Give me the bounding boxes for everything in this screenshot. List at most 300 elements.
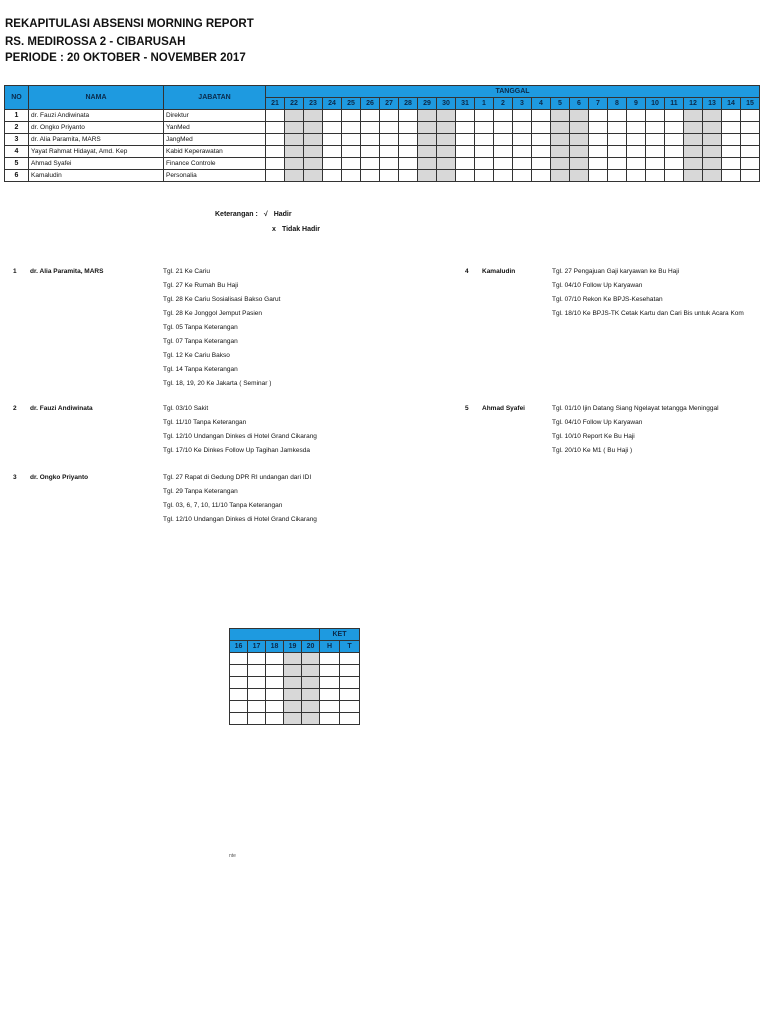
attendance-cell[interactable] xyxy=(741,146,760,158)
attendance-cell[interactable] xyxy=(437,122,456,134)
attendance-cell[interactable] xyxy=(684,134,703,146)
note-item: Tgl. 12/10 Undangan Dinkes di Hotel Grand Cikarang xyxy=(163,516,317,523)
attendance-table xyxy=(4,85,760,182)
attendance-cell[interactable] xyxy=(722,146,741,158)
tidak-count-header: T xyxy=(340,641,360,653)
attendance-cell[interactable] xyxy=(230,653,248,665)
attendance-cell[interactable] xyxy=(646,170,665,182)
attendance-cell[interactable] xyxy=(323,110,342,122)
attendance-cell[interactable] xyxy=(284,653,302,665)
attendance-cell[interactable] xyxy=(741,158,760,170)
attendance-cell[interactable] xyxy=(266,701,284,713)
attendance-cell[interactable] xyxy=(266,146,285,158)
attendance-cell[interactable] xyxy=(285,146,304,158)
table-row xyxy=(230,713,360,725)
attendance-cell[interactable] xyxy=(266,134,285,146)
day-header: 23 xyxy=(304,98,323,110)
table-row xyxy=(230,701,360,713)
row-jabatan: Direktur xyxy=(164,110,266,122)
attendance-cell[interactable] xyxy=(684,146,703,158)
attendance-cell[interactable] xyxy=(494,146,513,158)
attendance-cell[interactable] xyxy=(399,134,418,146)
attendance-cell[interactable] xyxy=(532,170,551,182)
note-item: Tgl. 01/10 Ijin Datang Siang Ngelayat tetangga Meninggal xyxy=(552,405,719,412)
attendance-cell[interactable] xyxy=(589,110,608,122)
attendance-cell[interactable] xyxy=(248,713,266,725)
attendance-cell[interactable] xyxy=(608,170,627,182)
attendance-cell[interactable] xyxy=(342,110,361,122)
attendance-cell[interactable] xyxy=(285,158,304,170)
row-jabatan: YanMed xyxy=(164,122,266,134)
attendance-cell[interactable] xyxy=(266,713,284,725)
attendance-cell[interactable] xyxy=(589,146,608,158)
hadir-count-header: H xyxy=(320,641,340,653)
attendance-cell[interactable] xyxy=(285,170,304,182)
day-header: 21 xyxy=(266,98,285,110)
attendance-cell[interactable] xyxy=(380,134,399,146)
attendance-cell[interactable] xyxy=(665,158,684,170)
attendance-cell[interactable] xyxy=(570,122,589,134)
attendance-cell[interactable] xyxy=(418,146,437,158)
ket-cell xyxy=(340,689,360,701)
attendance-cell[interactable] xyxy=(437,170,456,182)
attendance-cell[interactable] xyxy=(551,134,570,146)
attendance-cell[interactable] xyxy=(532,110,551,122)
attendance-cell[interactable] xyxy=(665,110,684,122)
table-row xyxy=(5,122,760,134)
attendance-cell[interactable] xyxy=(437,158,456,170)
attendance-cell[interactable] xyxy=(665,122,684,134)
attendance-cell[interactable] xyxy=(248,701,266,713)
attendance-cell[interactable] xyxy=(703,158,722,170)
note-person-name: dr. Alia Paramita, MARS xyxy=(30,268,104,275)
note-number: 5 xyxy=(465,405,469,412)
attendance-cell[interactable] xyxy=(380,122,399,134)
attendance-cell[interactable] xyxy=(741,110,760,122)
attendance-cell[interactable] xyxy=(342,146,361,158)
attendance-cell[interactable] xyxy=(266,110,285,122)
row-number: 4 xyxy=(5,146,29,158)
day-header: 30 xyxy=(437,98,456,110)
attendance-cell[interactable] xyxy=(304,110,323,122)
attendance-cell[interactable] xyxy=(570,134,589,146)
attendance-cell[interactable] xyxy=(551,158,570,170)
attendance-cell[interactable] xyxy=(513,122,532,134)
attendance-cell[interactable] xyxy=(304,170,323,182)
attendance-cell[interactable] xyxy=(608,158,627,170)
cross-icon: x xyxy=(272,226,276,233)
note-item: Tgl. 27 Ke Rumah Bu Haji xyxy=(163,282,239,289)
attendance-cell[interactable] xyxy=(646,158,665,170)
attendance-cell[interactable] xyxy=(248,665,266,677)
attendance-cell[interactable] xyxy=(570,170,589,182)
attendance-cell[interactable] xyxy=(304,122,323,134)
attendance-cell[interactable] xyxy=(302,653,320,665)
attendance-cell[interactable] xyxy=(284,677,302,689)
attendance-cell[interactable] xyxy=(475,170,494,182)
attendance-cell[interactable] xyxy=(722,134,741,146)
attendance-cell[interactable] xyxy=(284,713,302,725)
check-icon: √ xyxy=(263,211,268,218)
attendance-cell[interactable] xyxy=(646,134,665,146)
attendance-cell[interactable] xyxy=(684,110,703,122)
attendance-cell[interactable] xyxy=(741,134,760,146)
attendance-cell[interactable] xyxy=(266,677,284,689)
attendance-cell[interactable] xyxy=(741,170,760,182)
note-item: Tgl. 11/10 Tanpa Keterangan xyxy=(163,419,247,426)
attendance-cell[interactable] xyxy=(456,134,475,146)
attendance-cell[interactable] xyxy=(437,110,456,122)
note-list xyxy=(163,405,317,461)
note-block xyxy=(13,405,343,465)
note-list xyxy=(163,268,280,394)
attendance-cell[interactable] xyxy=(437,146,456,158)
attendance-cell[interactable] xyxy=(456,170,475,182)
attendance-cell[interactable] xyxy=(418,170,437,182)
attendance-cell[interactable] xyxy=(342,158,361,170)
day-header: 17 xyxy=(248,641,266,653)
attendance-cell[interactable] xyxy=(722,158,741,170)
attendance-cell[interactable] xyxy=(302,677,320,689)
attendance-cell[interactable] xyxy=(513,110,532,122)
row-number: 6 xyxy=(5,170,29,182)
attendance-cell[interactable] xyxy=(456,122,475,134)
table-row xyxy=(5,170,760,182)
table-row xyxy=(230,653,360,665)
attendance-cell[interactable] xyxy=(475,110,494,122)
ket-cell xyxy=(320,689,340,701)
note-item: Tgl. 27 Rapat di Gedung DPR RI undangan dari IDI xyxy=(163,474,312,481)
attendance-cell[interactable] xyxy=(684,122,703,134)
attendance-cell[interactable] xyxy=(284,701,302,713)
report-title: REKAPITULASI ABSENSI MORNING REPORT xyxy=(5,18,254,30)
col-jabatan-header: JABATAN xyxy=(164,86,266,110)
attendance-cell[interactable] xyxy=(494,110,513,122)
attendance-cell[interactable] xyxy=(570,146,589,158)
note-item: Tgl. 28 Ke Jonggol Jemput Pasien xyxy=(163,310,263,317)
attendance-cell[interactable] xyxy=(703,122,722,134)
row-number: 2 xyxy=(5,122,29,134)
day-header: 19 xyxy=(284,641,302,653)
attendance-cell[interactable] xyxy=(456,110,475,122)
attendance-cell[interactable] xyxy=(342,134,361,146)
attendance-cell[interactable] xyxy=(418,158,437,170)
day-header: 5 xyxy=(551,98,570,110)
attendance-cell[interactable] xyxy=(399,158,418,170)
note-item: Tgl. 04/10 Follow Up Karyawan xyxy=(552,419,643,426)
table-row xyxy=(5,158,760,170)
day-header: 9 xyxy=(627,98,646,110)
attendance-cell[interactable] xyxy=(589,170,608,182)
attendance-cell[interactable] xyxy=(361,158,380,170)
attendance-cell[interactable] xyxy=(399,170,418,182)
attendance-cell[interactable] xyxy=(494,158,513,170)
attendance-cell[interactable] xyxy=(684,158,703,170)
attendance-cell[interactable] xyxy=(323,158,342,170)
row-nama: Ahmad Syafei xyxy=(29,158,164,170)
day-header: 12 xyxy=(684,98,703,110)
attendance-cell[interactable] xyxy=(646,110,665,122)
attendance-cell[interactable] xyxy=(284,665,302,677)
ket-cell xyxy=(320,713,340,725)
attendance-cell[interactable] xyxy=(380,170,399,182)
note-list xyxy=(552,268,744,324)
attendance-cell[interactable] xyxy=(323,170,342,182)
ket-cell xyxy=(320,701,340,713)
attendance-cell[interactable] xyxy=(551,110,570,122)
day-header: 18 xyxy=(266,641,284,653)
note-block xyxy=(465,405,765,465)
note-item: Tgl. 14 Tanpa Keterangan xyxy=(163,366,238,373)
attendance-cell[interactable] xyxy=(589,134,608,146)
attendance-cell[interactable] xyxy=(703,170,722,182)
note-item: Tgl. 07/10 Rekon Ke BPJS-Kesehatan xyxy=(552,296,663,303)
day-header: 4 xyxy=(532,98,551,110)
day-header: 15 xyxy=(741,98,760,110)
note-item: Tgl. 21 Ke Cariu xyxy=(163,268,210,275)
attendance-cell[interactable] xyxy=(551,122,570,134)
attendance-cell[interactable] xyxy=(665,170,684,182)
attendance-cell[interactable] xyxy=(302,689,320,701)
attendance-cell[interactable] xyxy=(456,146,475,158)
attendance-cell[interactable] xyxy=(608,110,627,122)
attendance-cell[interactable] xyxy=(361,122,380,134)
attendance-cell[interactable] xyxy=(361,134,380,146)
attendance-cell[interactable] xyxy=(532,158,551,170)
attendance-cell[interactable] xyxy=(302,701,320,713)
attendance-cell[interactable] xyxy=(266,689,284,701)
attendance-cell[interactable] xyxy=(248,689,266,701)
note-item: Tgl. 03, 6, 7, 10, 11/10 Tanpa Keterangan xyxy=(163,502,283,509)
note-number: 4 xyxy=(465,268,469,275)
attendance-cell[interactable] xyxy=(266,170,285,182)
attendance-cell[interactable] xyxy=(302,713,320,725)
note-person-name: dr. Ongko Priyanto xyxy=(30,474,89,481)
ket-cell xyxy=(340,713,360,725)
report-period: PERIODE : 20 OKTOBER - NOVEMBER 2017 xyxy=(5,52,246,64)
attendance-cell[interactable] xyxy=(741,122,760,134)
day-header: 31 xyxy=(456,98,475,110)
attendance-cell[interactable] xyxy=(399,122,418,134)
attendance-cell[interactable] xyxy=(380,158,399,170)
row-nama: Kamaludin xyxy=(29,170,164,182)
attendance-cell[interactable] xyxy=(248,677,266,689)
note-item: Tgl. 05 Tanpa Keterangan xyxy=(163,324,238,331)
attendance-cell[interactable] xyxy=(608,146,627,158)
attendance-cell[interactable] xyxy=(703,110,722,122)
note-item: Tgl. 18, 19, 20 Ke Jakarta ( Seminar ) xyxy=(163,380,272,387)
attendance-cell[interactable] xyxy=(665,146,684,158)
day-header: 27 xyxy=(380,98,399,110)
col-nama-header: NAMA xyxy=(29,86,164,110)
attendance-cell[interactable] xyxy=(532,122,551,134)
attendance-cell[interactable] xyxy=(722,110,741,122)
attendance-cell[interactable] xyxy=(456,158,475,170)
day-header: 20 xyxy=(302,641,320,653)
day-header: 8 xyxy=(608,98,627,110)
attendance-cell[interactable] xyxy=(418,134,437,146)
day-header: 16 xyxy=(230,641,248,653)
note-item: Tgl. 10/10 Report Ke Bu Haji xyxy=(552,433,635,440)
attendance-cell[interactable] xyxy=(494,170,513,182)
attendance-cell[interactable] xyxy=(684,170,703,182)
attendance-cell[interactable] xyxy=(266,665,284,677)
note-item: Tgl. 17/10 Ke Dinkes Follow Up Tagihan Jamkesda xyxy=(163,447,310,454)
attendance-cell[interactable] xyxy=(437,134,456,146)
attendance-cell[interactable] xyxy=(230,713,248,725)
legend-label: Keterangan : xyxy=(215,211,258,218)
attendance-cell[interactable] xyxy=(380,146,399,158)
attendance-cell[interactable] xyxy=(302,665,320,677)
attendance-cell[interactable] xyxy=(323,146,342,158)
attendance-cell[interactable] xyxy=(589,158,608,170)
row-jabatan: Finance Controle xyxy=(164,158,266,170)
attendance-cell[interactable] xyxy=(475,146,494,158)
attendance-cell[interactable] xyxy=(266,122,285,134)
note-person-name: Kamaludin xyxy=(482,268,516,275)
attendance-cell[interactable] xyxy=(627,110,646,122)
row-nama: dr. Ongko Priyanto xyxy=(29,122,164,134)
attendance-cell[interactable] xyxy=(627,158,646,170)
attendance-cell[interactable] xyxy=(285,110,304,122)
table-row xyxy=(230,677,360,689)
attendance-cell[interactable] xyxy=(230,689,248,701)
attendance-cell[interactable] xyxy=(323,134,342,146)
attendance-cell[interactable] xyxy=(608,134,627,146)
legend-hadir: Hadir xyxy=(273,211,292,218)
attendance-cell[interactable] xyxy=(494,122,513,134)
row-jabatan: Kabid Keperawatan xyxy=(164,146,266,158)
ket-cell xyxy=(340,677,360,689)
row-jabatan: Personalia xyxy=(164,170,266,182)
attendance-cell[interactable] xyxy=(513,158,532,170)
attendance-cell[interactable] xyxy=(304,134,323,146)
hospital-name: RS. MEDIROSSA 2 - CIBARUSAH xyxy=(5,36,186,48)
attendance-cell[interactable] xyxy=(570,158,589,170)
ket-header: KET xyxy=(320,629,360,641)
attendance-cell[interactable] xyxy=(722,122,741,134)
attendance-cell[interactable] xyxy=(646,146,665,158)
note-item: Tgl. 04/10 Follow Up Karyawan xyxy=(552,282,643,289)
attendance-cell[interactable] xyxy=(230,701,248,713)
attendance-cell[interactable] xyxy=(230,677,248,689)
attendance-cell[interactable] xyxy=(589,122,608,134)
attendance-cell[interactable] xyxy=(323,122,342,134)
attendance-cell[interactable] xyxy=(304,146,323,158)
row-nama: Yayat Rahmat Hidayat, Amd. Kep xyxy=(29,146,164,158)
attendance-cell[interactable] xyxy=(494,134,513,146)
day-header: 26 xyxy=(361,98,380,110)
note-number: 2 xyxy=(13,405,17,412)
attendance-cell[interactable] xyxy=(361,170,380,182)
attendance-cell[interactable] xyxy=(418,122,437,134)
attendance-cell[interactable] xyxy=(703,146,722,158)
attendance-cell[interactable] xyxy=(703,134,722,146)
day-header: 6 xyxy=(570,98,589,110)
note-number: 3 xyxy=(13,474,17,481)
attendance-cell[interactable] xyxy=(551,146,570,158)
attendance-cell[interactable] xyxy=(513,146,532,158)
attendance-cell[interactable] xyxy=(627,170,646,182)
day-header: 24 xyxy=(323,98,342,110)
attendance-cell[interactable] xyxy=(551,170,570,182)
day-header: 22 xyxy=(285,98,304,110)
attendance-cell[interactable] xyxy=(342,122,361,134)
attendance-cell[interactable] xyxy=(285,134,304,146)
ket-cell xyxy=(320,677,340,689)
ket-cell xyxy=(320,653,340,665)
table-row xyxy=(230,689,360,701)
attendance-cell[interactable] xyxy=(627,122,646,134)
day-header: 25 xyxy=(342,98,361,110)
note-number: 1 xyxy=(13,268,17,275)
attendance-cell[interactable] xyxy=(475,122,494,134)
attendance-cell[interactable] xyxy=(342,170,361,182)
attendance-cell[interactable] xyxy=(284,689,302,701)
day-header: 28 xyxy=(399,98,418,110)
attendance-cell[interactable] xyxy=(361,110,380,122)
note-list xyxy=(163,474,317,530)
attendance-cell[interactable] xyxy=(627,134,646,146)
attendance-cell[interactable] xyxy=(532,146,551,158)
attendance-cell[interactable] xyxy=(266,158,285,170)
row-number: 1 xyxy=(5,110,29,122)
blank-header xyxy=(230,629,320,641)
day-header: 10 xyxy=(646,98,665,110)
attendance-cell[interactable] xyxy=(646,122,665,134)
ket-cell xyxy=(340,701,360,713)
ket-cell xyxy=(340,665,360,677)
attendance-cell[interactable] xyxy=(665,134,684,146)
attendance-cell[interactable] xyxy=(570,110,589,122)
attendance-cell[interactable] xyxy=(248,653,266,665)
attendance-cell[interactable] xyxy=(380,110,399,122)
note-person-name: dr. Fauzi Andiwinata xyxy=(30,405,93,412)
attendance-cell[interactable] xyxy=(608,122,627,134)
attendance-cell[interactable] xyxy=(304,158,323,170)
legend-absent xyxy=(268,226,320,233)
attendance-cell[interactable] xyxy=(475,134,494,146)
table-row xyxy=(5,146,760,158)
ket-cell xyxy=(340,653,360,665)
attendance-cell[interactable] xyxy=(418,110,437,122)
note-block xyxy=(13,474,343,534)
attendance-cell[interactable] xyxy=(475,158,494,170)
attendance-cell[interactable] xyxy=(285,122,304,134)
attendance-cell[interactable] xyxy=(361,146,380,158)
row-nama: dr. Fauzi Andiwinata xyxy=(29,110,164,122)
note-item: Tgl. 12 Ke Cariu Bakso xyxy=(163,352,230,359)
row-jabatan: JangMed xyxy=(164,134,266,146)
note-person-name: Ahmad Syafei xyxy=(482,405,525,412)
note-item: Tgl. 18/10 Ke BPJS-TK Cetak Kartu dan Cari Bis untuk Acara Kom xyxy=(552,310,744,317)
attendance-cell[interactable] xyxy=(513,170,532,182)
attendance-cell[interactable] xyxy=(513,134,532,146)
attendance-cell[interactable] xyxy=(532,134,551,146)
row-number: 5 xyxy=(5,158,29,170)
attendance-cell[interactable] xyxy=(627,146,646,158)
table-row xyxy=(230,665,360,677)
attendance-cell[interactable] xyxy=(399,110,418,122)
note-item: Tgl. 07 Tanpa Keterangan xyxy=(163,338,238,345)
attendance-cell[interactable] xyxy=(722,170,741,182)
col-no-header: NO xyxy=(5,86,29,110)
attendance-cell[interactable] xyxy=(230,665,248,677)
attendance-cell[interactable] xyxy=(266,653,284,665)
attendance-cell[interactable] xyxy=(399,146,418,158)
table-row xyxy=(5,134,760,146)
day-header: 13 xyxy=(703,98,722,110)
